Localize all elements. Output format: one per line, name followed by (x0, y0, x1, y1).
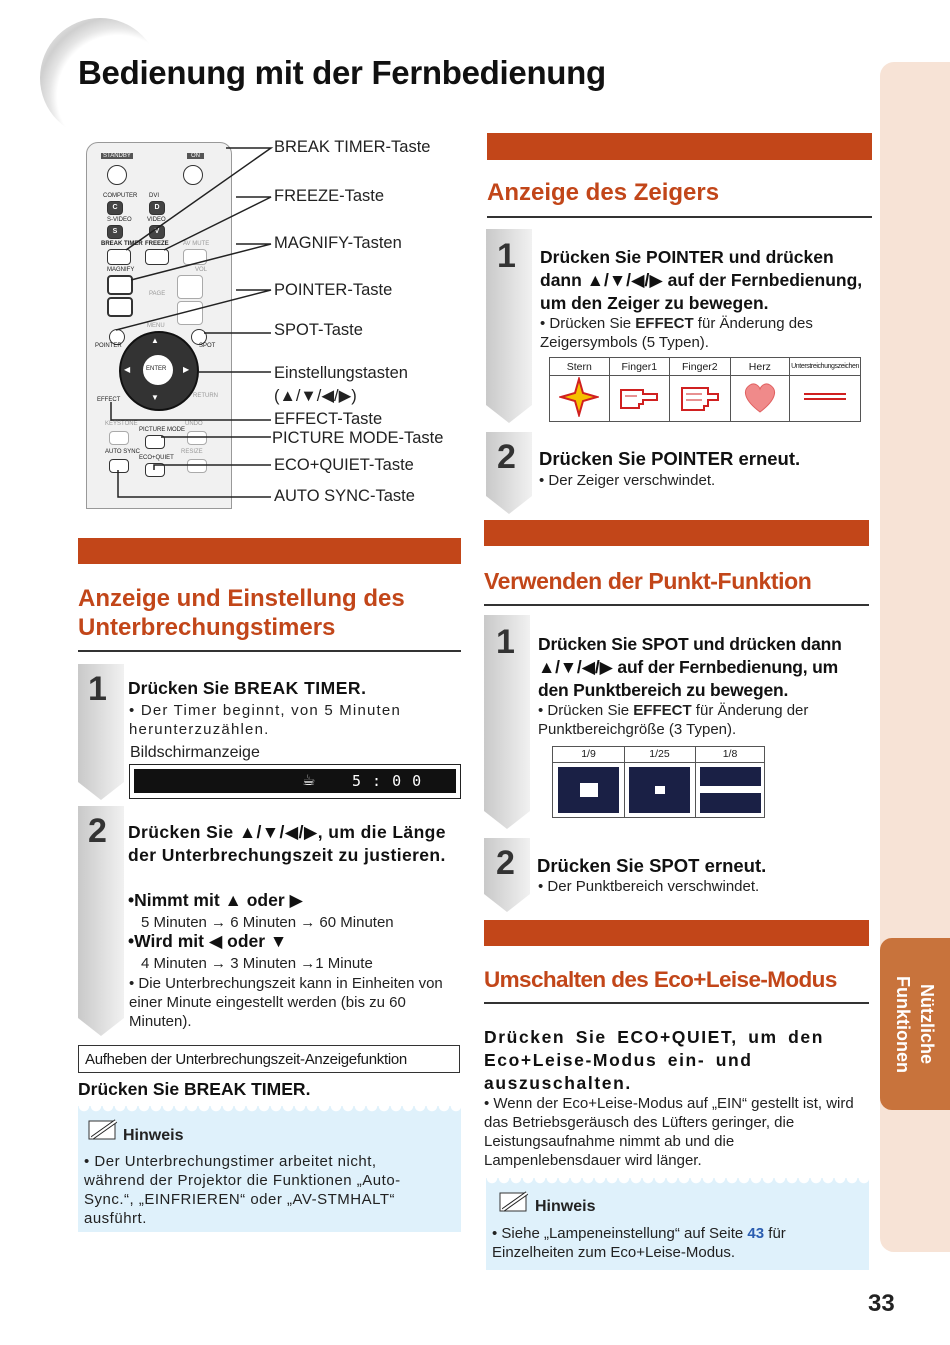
timer-display (134, 769, 456, 793)
remote-return-label: RETURN (193, 393, 218, 399)
remote-video-button: V (149, 225, 165, 239)
pointer-symbol-table (549, 357, 861, 422)
break-step1-bullet: • Der Timer beginnt, von 5 Minuten herunterzuzählen. (129, 702, 401, 738)
heart-pointer-icon (730, 376, 790, 422)
remote-magnify-label: MAGNIFY (107, 267, 135, 273)
symbol-label-stern: Stern (550, 358, 610, 376)
section-bar-pointer (487, 133, 872, 160)
cancel-instruction: Drücken Sie BREAK TIMER. (78, 1079, 311, 1099)
pointer-step2-number: 2 (497, 438, 516, 476)
break-timer-heading-line2: Unterbrechungstimers (78, 614, 336, 641)
eco-note-title: Hinweis (535, 1198, 596, 1215)
remote-dvi-label: DVI (149, 193, 160, 199)
callout-break-timer: BREAK TIMER-Taste (274, 138, 431, 156)
spot-key: SPOT (641, 634, 689, 654)
remote-picture-mode-label: PICTURE MODE (139, 427, 186, 433)
remote-down-arrow-icon: ▼ (151, 393, 159, 402)
spot-size-label-1-25: 1/25 (649, 748, 670, 760)
pointer-effect-key: EFFECT (635, 315, 694, 332)
symbol-label-finger1: Finger1 (609, 358, 670, 376)
remote-auto-sync-label: AUTO SYNC (105, 449, 140, 455)
callout-freeze: FREEZE-Taste (274, 187, 385, 205)
eco-quiet-key: ECO+QUIET (617, 1027, 732, 1047)
timer-display-frame (129, 764, 461, 799)
remote-on-label: ON (187, 153, 204, 159)
pointer-step1-text: Drücken Sie POINTER und drücken dann ▲/▼/◀/▶ auf der Fernbedienung, um den Zeiger zu bewegen. (540, 247, 863, 313)
remote-pointer-label: POINTER (95, 343, 122, 349)
symbol-label-underline: Unterstreichungszeichen (790, 358, 861, 376)
break-step1-text: Drücken Sie BREAK TIMER. (128, 678, 366, 698)
remote-callout-lines (86, 140, 276, 510)
remote-resize-label: RESIZE (181, 449, 203, 455)
break-note-scallop (78, 1106, 461, 1118)
break-step2-decrease-title: •Wird mit ◀ oder ▼ (128, 931, 288, 951)
callout-pointer: POINTER-Taste (274, 281, 393, 299)
underline-pointer-icon (790, 376, 861, 422)
callout-line-effect (111, 402, 271, 420)
callout-line-freeze (164, 197, 271, 250)
spot-table-col-divider-2 (695, 747, 696, 817)
remote-enter-label: ENTER (146, 366, 167, 372)
display-label: Bildschirmanzeige (130, 744, 260, 761)
callout-line-eco-quiet (154, 465, 271, 470)
callout-adjust-arrows: (▲/▼/◀/▶) (274, 387, 357, 405)
spot-step2-number: 2 (496, 844, 515, 882)
remote-right-arrow-icon: ▶ (183, 365, 190, 374)
spot-heading-rule (484, 604, 869, 606)
break-step2-text: Drücken Sie ▲/▼/◀/▶, um die Länge der Unterbrechungszeit zu justieren. (128, 822, 446, 865)
section-bar-break-timer (78, 538, 461, 564)
coffee-cup-icon: ☕ (302, 772, 316, 789)
eco-instruction: Drücken Sie ECO+QUIET, um den Eco+Leise-Modus ein- und auszuschalten. (484, 1027, 825, 1093)
eco-heading-rule (484, 1002, 869, 1004)
break-note-text: • Der Unterbrechungstimer arbeitet nicht, während der Projektor die Funktionen „Auto-Sync.“, „EINFRIEREN“ oder „AV-STMHALT“ ausführt. (84, 1153, 401, 1227)
pencil-note-icon-2 (497, 1190, 531, 1216)
spot-step1-bullet: • Drücken Sie EFFECT für Änderung der Punktbereichgröße (3 Typen). (538, 702, 809, 738)
remote-vol-label: VOL (195, 267, 208, 273)
remote-freeze-label: FREEZE (145, 241, 169, 247)
callout-line-magnify (131, 244, 271, 280)
break-timer-key: BREAK TIMER (234, 678, 362, 698)
spot-step2-bullet: • Der Punktbereich verschwindet. (538, 878, 760, 895)
pointer-step1-bullet: • Drücken Sie EFFECT für Änderung des Zeigersymbols (5 Typen). (540, 315, 813, 351)
remote-computer-label: COMPUTER (103, 193, 138, 199)
spot-preview-1-25 (629, 767, 690, 813)
remote-page-label: PAGE (149, 291, 166, 297)
page-number: 33 (868, 1290, 895, 1317)
remote-standby-label: STANDBY (103, 153, 131, 159)
spot-size-label-1-9: 1/9 (581, 748, 596, 760)
cancel-break-timer-key: BREAK TIMER (184, 1079, 306, 1099)
pointer-heading-rule (487, 216, 872, 218)
spot-step2-text: Drücken Sie SPOT erneut. (537, 855, 767, 876)
eco-note-text: • Siehe „Lampeneinstellung“ auf Seite 43 für Einzelheiten zum Eco+Leise-Modus. (492, 1225, 786, 1261)
pointer-key-2: POINTER (651, 448, 734, 469)
eco-note-scallop (486, 1178, 869, 1190)
pointer-heading: Anzeige des Zeigers (487, 179, 720, 206)
remote-break-timer-label: BREAK TIMER (101, 241, 143, 247)
callout-auto-sync: AUTO SYNC-Taste (274, 487, 415, 505)
break-step2-increase-title: •Nimmt mit ▲ oder ▶ (128, 890, 303, 910)
remote-spot-label: SPOT (199, 343, 216, 349)
pointer-step1-number: 1 (497, 237, 516, 275)
remote-video-label: VIDEO (147, 217, 166, 223)
callout-picture-mode: PICTURE MODE-Taste (272, 429, 444, 447)
spot-preview-1-9 (558, 767, 619, 813)
remote-eco-quiet-label: ECO+QUIET (139, 455, 174, 461)
callout-line-pointer (116, 290, 271, 330)
spot-effect-key: EFFECT (633, 702, 692, 719)
remote-av-mute-label: AV MUTE (183, 241, 210, 247)
break-step2-number: 2 (88, 812, 107, 850)
symbol-label-herz: Herz (730, 358, 790, 376)
break-timer-heading (78, 584, 405, 642)
cancel-function-box (78, 1045, 460, 1073)
callout-effect: EFFECT-Taste (274, 410, 383, 428)
callout-line-break-timer (126, 148, 271, 250)
callout-spot: SPOT-Taste (274, 321, 363, 339)
remote-svideo-label: S-VIDEO (107, 217, 132, 223)
spot-heading: Verwenden der Punkt-Funktion (484, 568, 812, 594)
spot-table-divider (553, 762, 764, 763)
section-bar-eco (484, 920, 869, 946)
spot-step1-text: Drücken Sie SPOT und drücken dann ▲/▼/◀/▶ auf der Fernbedienung, um den Punktbereich zu bewegen. (538, 634, 842, 700)
page-title: Bedienung mit der Fernbedienung (78, 54, 606, 91)
page-43-link[interactable]: 43 (747, 1225, 765, 1242)
break-step2-bullet: • Die Unterbrechungszeit kann in Einheiten von einer Minute eingestellt werden (bis zu 60 Minuten). (129, 975, 443, 1030)
remote-undo-label: UNDO (185, 421, 203, 427)
remote-computer-button: C (107, 201, 123, 215)
symbol-label-finger2: Finger2 (670, 358, 731, 376)
pointer-step2-bullet: • Der Zeiger verschwindet. (539, 472, 716, 489)
finger2-pointer-icon (670, 376, 731, 422)
break-step1-number: 1 (88, 670, 107, 708)
remote-svideo-button: S (107, 225, 123, 239)
spot-table-col-divider-1 (624, 747, 625, 817)
timer-value: 5 : 0 0 (352, 772, 423, 790)
spot-size-table (552, 746, 765, 818)
spot-key-2: SPOT (649, 855, 700, 876)
spot-preview-1-8 (700, 767, 761, 813)
remote-dvi-button: D (149, 201, 165, 215)
break-note-title: Hinweis (123, 1127, 184, 1144)
pencil-note-icon (86, 1118, 120, 1144)
remote-up-arrow-icon: ▲ (151, 336, 159, 345)
eco-heading: Umschalten des Eco+Leise-Modus (484, 967, 837, 992)
spot-size-label-1-8: 1/8 (722, 748, 738, 760)
finger1-pointer-icon (609, 376, 670, 422)
pointer-step2-text: Drücken Sie POINTER erneut. (539, 448, 801, 469)
callout-eco-quiet: ECO+QUIET-Taste (274, 456, 414, 474)
callout-line-auto-sync (118, 470, 271, 497)
break-timer-heading-line1: Anzeige und Einstellung des (78, 585, 405, 612)
chapter-tab-label[interactable]: Nützliche Funktionen (893, 975, 937, 1073)
remote-menu-label: MENU (147, 323, 165, 329)
pointer-key: POINTER (646, 247, 724, 267)
callout-adjust-keys: Einstellungstasten (274, 364, 408, 382)
remote-effect-label: EFFECT (97, 397, 121, 403)
star-pointer-icon (550, 376, 610, 422)
remote-left-arrow-icon: ◀ (124, 365, 131, 374)
remote-keystone-label: KEYSTONE (105, 421, 138, 427)
spot-step1-number: 1 (496, 623, 515, 661)
eco-bullet: • Wenn der Eco+Leise-Modus auf „EIN“ gestellt ist, wird das Betriebsgeräusch des Lüfters geringer, die Leistungsaufnahme nimmt ab und die Lampenlebensdauer wird länger. (484, 1095, 854, 1169)
break-step2-decrease-detail: 4 Minuten → 3 Minuten →1 Minute (141, 955, 373, 972)
break-timer-heading-rule (78, 650, 461, 652)
section-bar-spot (484, 520, 869, 546)
callout-magnify: MAGNIFY-Tasten (274, 234, 402, 252)
cancel-function-label: Aufheben der Unterbrechungszeit-Anzeigefunktion (85, 1051, 407, 1068)
break-step2-increase-detail: 5 Minuten → 6 Minuten → 60 Minuten (141, 914, 394, 931)
